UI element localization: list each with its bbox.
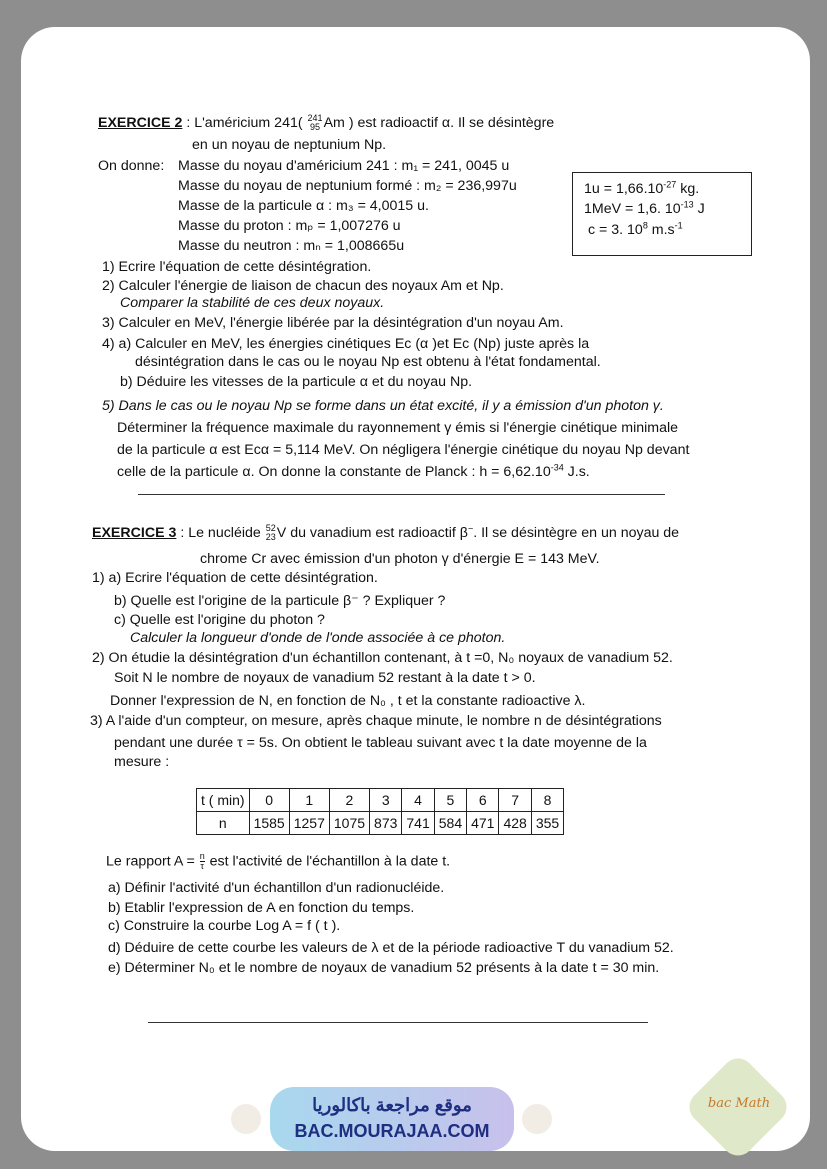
ex2-q5-cont1: Déterminer la fréquence maximale du rayonnement γ émis si l'énergie cinétique minimale: [117, 420, 679, 436]
table-cell-t: 5: [434, 789, 466, 812]
exercise-3-intro-line2: chrome Cr avec émission d'un photon γ d'énergie E = 143 MeV.: [200, 551, 600, 567]
table-row-n: [197, 812, 564, 835]
table-cell-t: 8: [531, 789, 563, 812]
ex3-q3-cont1: pendant une durée τ = 5s. On obtient le tableau suivant avec t la date moyenne de la: [114, 735, 647, 751]
divider-1: [138, 494, 665, 495]
table-cell-n: 355: [531, 812, 563, 835]
exercise-2-intro-line2: en un noyau de neptunium Np.: [192, 137, 387, 153]
ex2-q4a: 4) a) Calculer en MeV, les énergies cinétiques Eᴄ (α )et Eᴄ (Np) juste après la: [102, 336, 590, 352]
ex3-q2-cont2: Donner l'expression de N, en fonction de N₀ , t et la constante radioactive λ.: [110, 693, 586, 709]
divider-2: [148, 1022, 648, 1023]
exercise-3-heading: [92, 524, 679, 542]
table-cell-t: 1: [289, 789, 329, 812]
ex3-q1c-cont: Calculer la longueur d'onde de l'onde associée à ce photon.: [130, 630, 506, 646]
ex3-q2-cont1: Soit N le nombre de noyaux de vanadium 52 restant à la date t > 0.: [114, 670, 536, 686]
exercise-2-heading: [98, 114, 554, 132]
table-cell-t: 6: [467, 789, 499, 812]
donne-label: On donne:: [98, 158, 165, 174]
ex2-q2: 2) Calculer l'énergie de liaison de chacun des noyaux Am et Np.: [102, 278, 504, 294]
mass-neptunium: Masse du noyau de neptunium formé : m₂ = 236,997u: [178, 178, 517, 194]
exercise-2-intro-text-2: ) est radioactif: [348, 115, 438, 131]
ex2-q2-b: Comparer la stabilité de ces deux noyaux.: [120, 295, 385, 311]
rapport-definition: Le rapport A = $\frac{n}{\tau}$ est l'activité de l'échantillon à la date t.: [106, 851, 451, 871]
constant-mev: 1MeV = 1,6. $10^{-13}$ J: [584, 199, 705, 217]
ex2-q3: 3) Calculer en MeV, l'énergie libérée par la désintégration d'un noyau Am.: [102, 315, 564, 331]
table-cell-t: 4: [402, 789, 434, 812]
site-name-arabic: موقع مراجعة باكالوريا: [312, 1095, 472, 1115]
table-cell-n: 1075: [329, 812, 369, 835]
ex3-q3-cont2: mesure :: [114, 754, 170, 770]
table-row-time: [197, 789, 564, 812]
ex2-q5-cont2: de la particule α est Eᴄα = 5,114 MeV. On négligera l'énergie cinétique du noyau Np devant: [117, 442, 690, 458]
ex3-q3b: b) Etablir l'expression de A en fonction du temps.: [108, 900, 415, 916]
ex2-q5-cont3: celle de la particule α. On donne la constante de Planck : $h = 6,62.10^{-34}$ J.s.: [117, 462, 590, 480]
exercise-2-title: EXERCICE 2: [98, 115, 183, 131]
ex2-q4b: b) Déduire les vitesses de la particule α et du noyau Np.: [120, 374, 473, 390]
mass-neutron: Masse du neutron : mₙ = 1,008665u: [178, 238, 405, 254]
ex2-q5: 5) Dans le cas ou le noyau Np se forme dans un état excité, il y a émission d'un photon γ.: [102, 398, 664, 414]
activity-fraction: $\frac{n}{\tau}$: [199, 851, 205, 871]
ex3-q3: 3) A l'aide d'un compteur, on mesure, après chaque minute, le nombre n de désintégrations: [90, 713, 662, 729]
left-badge-icon: [231, 1104, 261, 1134]
table-cell-t: 2: [329, 789, 369, 812]
alpha-symbol: α: [441, 115, 451, 131]
site-name-url: BAC.MOURAJAA.COM: [294, 1121, 490, 1141]
ex3-q3c: c) Construire la courbe Log A = f ( t ).: [108, 918, 341, 934]
table-header-t: t ( min): [197, 789, 250, 812]
exercise-3-intro-text-3: . Il se désintègre en un noyau de: [473, 525, 680, 541]
bac-math-logo-text: bac Math: [707, 1096, 771, 1111]
table-cell-t: 0: [249, 789, 289, 812]
ex3-q1b: b) Quelle est l'origine de la particule β⁻ ? Expliquer ?: [114, 593, 446, 609]
ex2-q1: 1) Ecrire l'équation de cette désintégration.: [102, 259, 372, 275]
ex3-q3a: a) Définir l'activité d'un échantillon d'un radionucléide.: [108, 880, 445, 896]
exercise-3-title: EXERCICE 3: [92, 525, 177, 541]
table-cell-n: 1257: [289, 812, 329, 835]
exercise-2-intro-text-3: . Il se désintègre: [450, 115, 555, 131]
table-cell-n: 428: [499, 812, 531, 835]
ex3-q3d: d) Déduire de cette courbe les valeurs de λ et de la période radioactive T du vanadium 52.: [108, 940, 674, 956]
americium-symbol: Am: [323, 115, 345, 131]
table-cell-n: 873: [370, 812, 402, 835]
exercise-3-intro-text-2: du vanadium est radioactif: [290, 525, 456, 541]
table-cell-t: 3: [370, 789, 402, 812]
constant-c: c = 3. $10^8$ $m.s^{-1}$: [588, 220, 683, 238]
table-cell-t: 7: [499, 789, 531, 812]
exercise-2-intro-text: : L'américium 241(: [186, 115, 303, 131]
ex3-q1c: c) Quelle est l'origine du photon ?: [114, 612, 325, 628]
table-cell-n: 1585: [249, 812, 289, 835]
table-cell-n: 584: [434, 812, 466, 835]
vanadium-isotope-numbers: 52 23: [265, 523, 276, 543]
americium-isotope-numbers: 241 95: [307, 113, 323, 133]
decay-table: [196, 788, 564, 835]
ex3-q2: 2) On étudie la désintégration d'un échantillon contenant, à t =0, N₀ noyaux de vanadium 52.: [92, 650, 673, 666]
mass-alpha: Masse de la particule α : m₃ = 4,0015 u.: [178, 198, 429, 214]
vanadium-symbol: V: [276, 525, 287, 541]
beta-minus-symbol: β−: [459, 523, 474, 541]
table-header-n: n: [197, 812, 250, 835]
ex3-q3e: e) Déterminer N₀ et le nombre de noyaux de vanadium 52 présents à la date t = 30 min.: [108, 960, 660, 976]
right-badge-icon: [522, 1104, 552, 1134]
site-logo-link[interactable]: [270, 1087, 514, 1151]
mass-proton: Masse du proton : mₚ = 1,007276 u: [178, 218, 401, 234]
constant-u: $1u = 1,66.10^{-27}$ kg.: [584, 179, 700, 197]
table-cell-n: 741: [402, 812, 434, 835]
table-cell-n: 471: [467, 812, 499, 835]
mass-americium: Masse du noyau d'américium 241 : m₁ = 241, 0045 u: [178, 158, 510, 174]
ex3-q1a: 1) a) Ecrire l'équation de cette désintégration.: [92, 570, 378, 586]
exercise-3-intro-text: : Le nucléide: [180, 525, 261, 541]
ex2-q4a-cont: désintégration dans le cas ou le noyau Np est obtenu à l'état fondamental.: [135, 354, 601, 370]
